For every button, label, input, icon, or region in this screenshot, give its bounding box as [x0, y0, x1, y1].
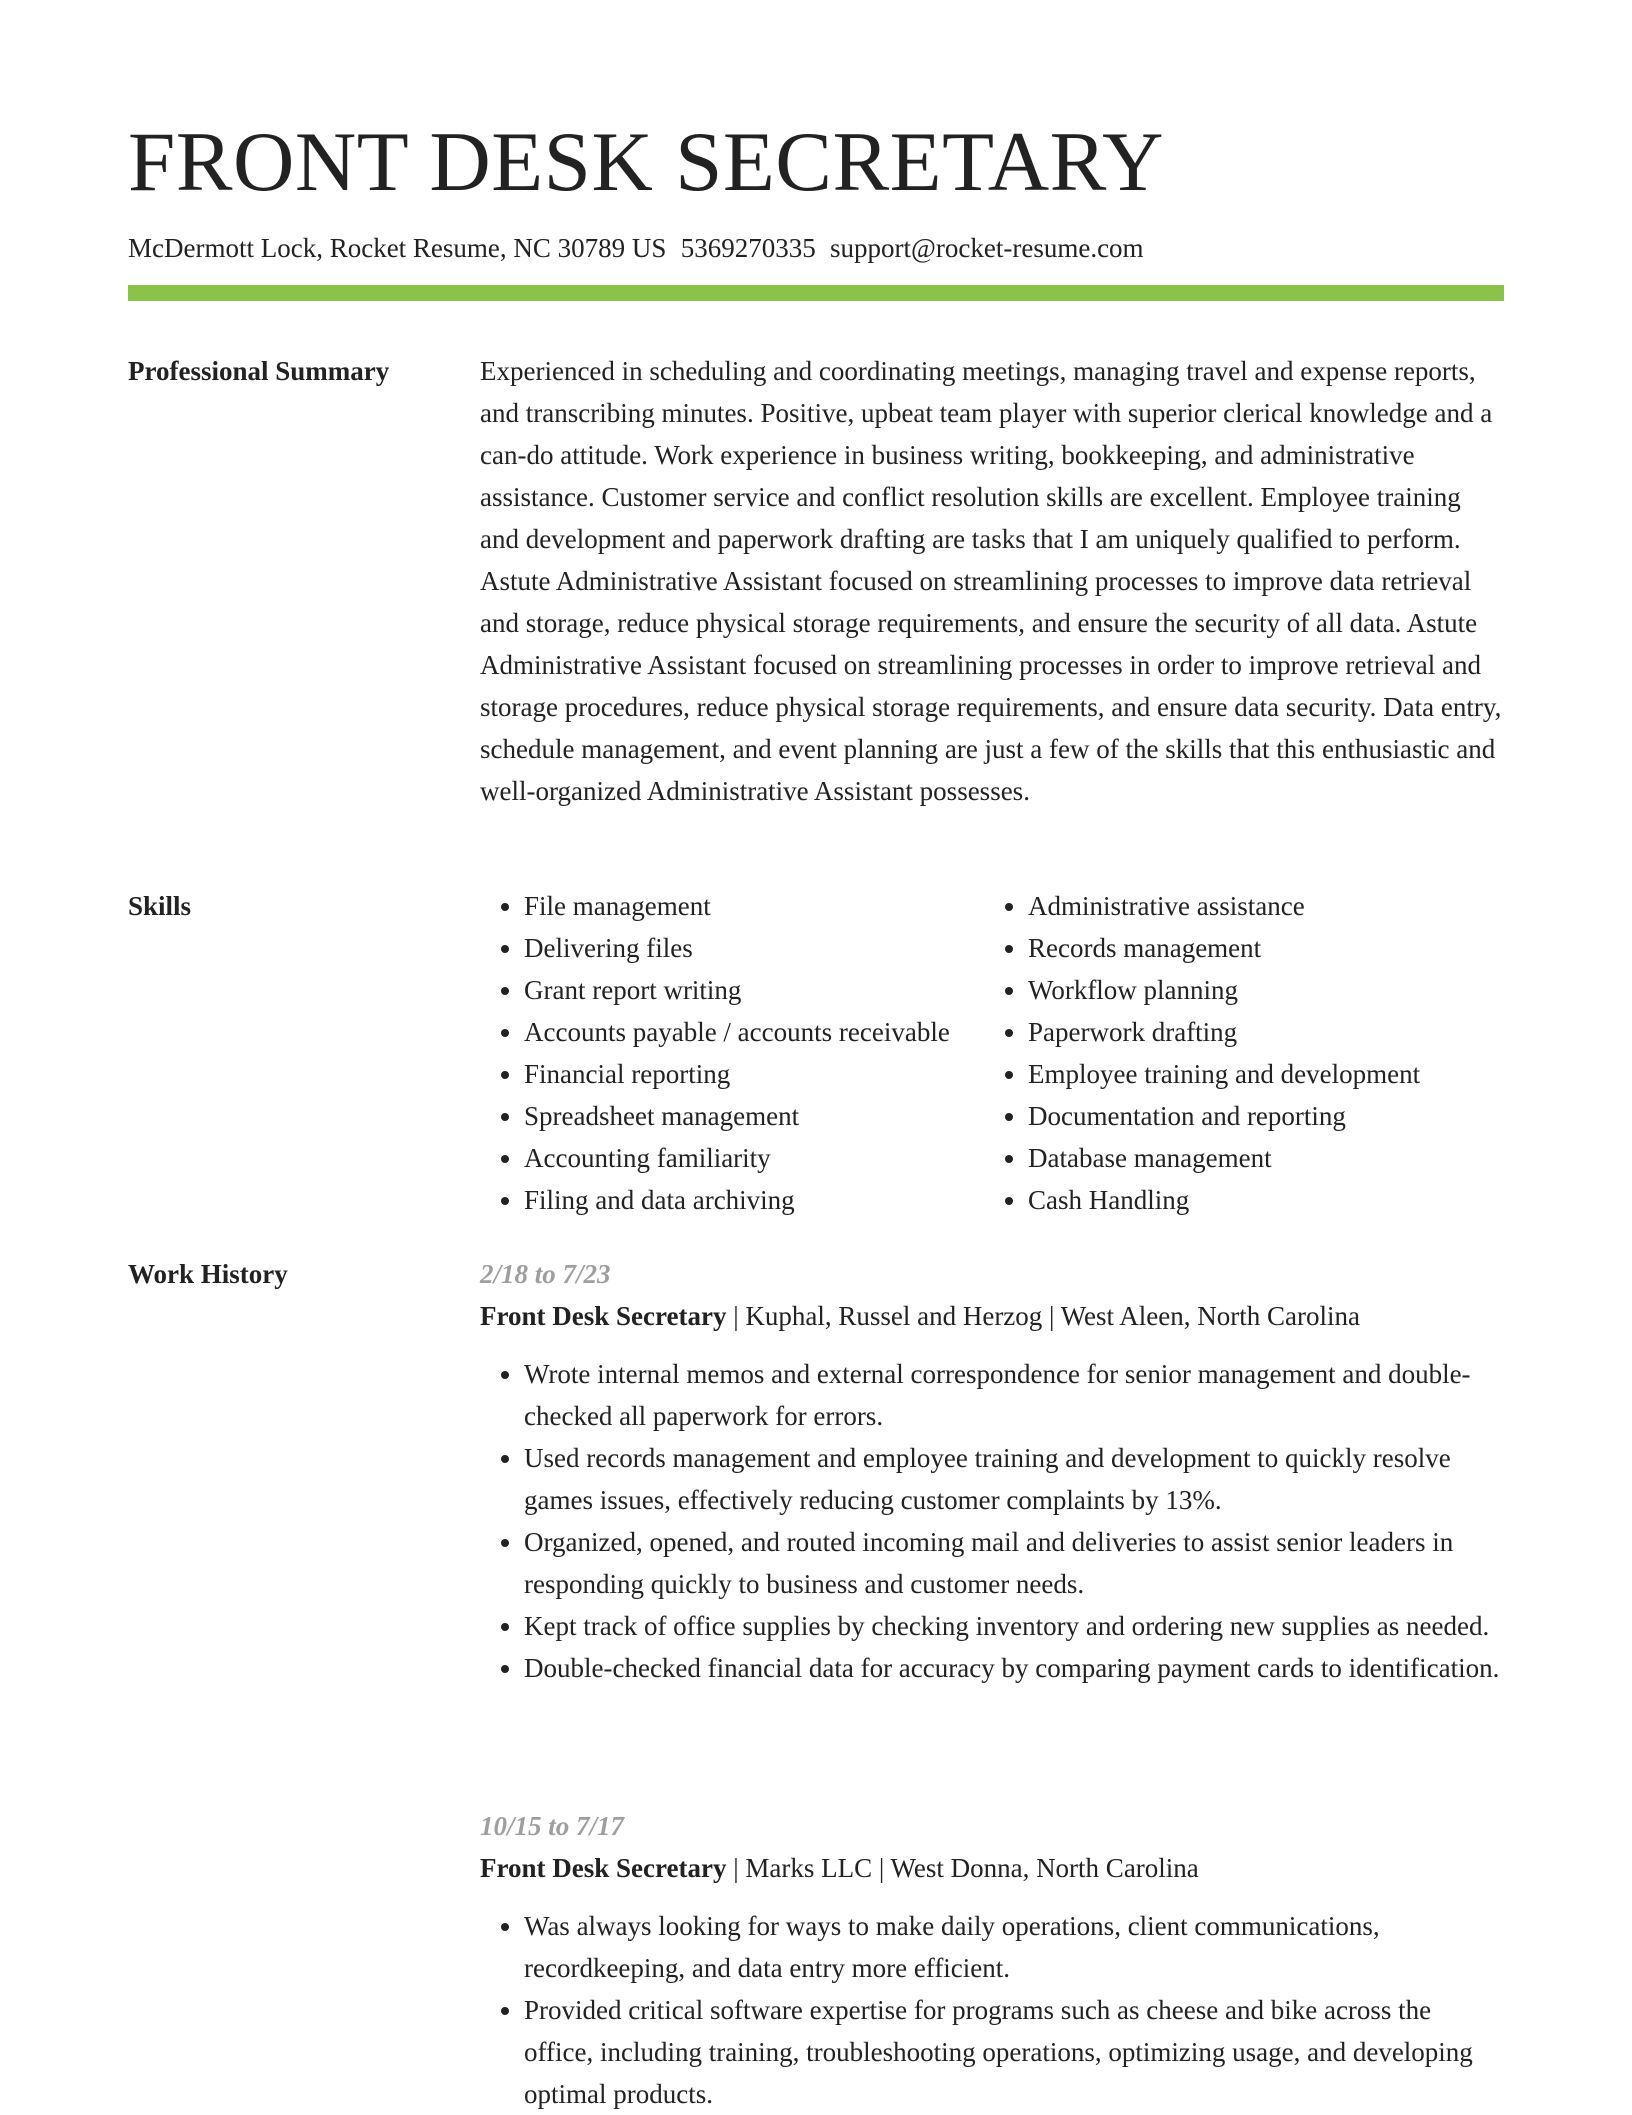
job-company: Kuphal, Russel and Herzog: [745, 1301, 1043, 1331]
skill-item: • Paperwork drafting: [1028, 1011, 1488, 1053]
summary-body: [480, 350, 1504, 812]
summary-label: Professional Summary: [128, 356, 390, 386]
job-entry: [480, 1253, 1504, 1689]
contact-line: [128, 232, 1144, 264]
skill-item: • Accounting familiarity: [524, 1137, 984, 1179]
header-divider: [128, 285, 1504, 301]
job-separator: |: [733, 1853, 746, 1883]
job-title-line: [480, 1295, 1504, 1337]
job-separator: |: [878, 1853, 891, 1883]
job-bullet: • Used records management and employee training and development to quickly resolve games issues, effectively reducing customer complaints by 13%.: [524, 1437, 1504, 1521]
job-bullet: • Organized, opened, and routed incoming mail and deliveries to assist senior leaders in responding quickly to business and customer needs.: [524, 1521, 1504, 1605]
contact-email[interactable]: support@rocket-resume.com: [830, 233, 1144, 263]
skill-item: • Cash Handling: [1028, 1179, 1488, 1221]
skill-item: • Employee training and development: [1028, 1053, 1488, 1095]
work-history-label: Work History: [128, 1259, 288, 1289]
job-separator: |: [1049, 1301, 1061, 1331]
job-bullet: • Kept track of office supplies by checking inventory and ordering new supplies as needed.: [524, 1605, 1504, 1647]
job-location: West Aleen, North Carolina: [1060, 1301, 1360, 1331]
job-location: West Donna, North Carolina: [890, 1853, 1199, 1883]
skills-label: Skills: [128, 891, 192, 921]
contact-phone: 5369270335: [680, 233, 816, 263]
skills-column-2: [984, 885, 1488, 1221]
skill-item: • Database management: [1028, 1137, 1488, 1179]
job-bullet: • Provided critical software expertise for programs such as cheese and bike across the office, including training, troubleshooting operations, optimizing usage, and developing optimal products.: [524, 1989, 1504, 2115]
summary-text: Experienced in scheduling and coordinating meetings, managing travel and expense reports, and transcribing minutes. Positive, upbeat team player with superior clerical knowledge and a can-do attitude. Work experience in business writing, bookkeeping, and administrative assistance. Customer service and conflict resolution skills are excellent. Employee training and development and paperwork drafting are tasks that I am uniquely qualified to perform. Astute Administrative Assistant focused on streamlining processes to improve data retrieval and storage, reduce physical storage requirements, and ensure the security of all data. Astute Administrative Assistant focused on streamlining processes in order to improve retrieval and storage procedures, reduce physical storage requirements, and ensure data security. Data entry, schedule management, and event planning are just a few of the skills that this enthusiastic and well-organized Administrative Assistant possesses.: [480, 356, 1502, 806]
resume-title: FRONT DESK SECRETARY: [128, 115, 1164, 209]
job-company: Marks LLC: [745, 1853, 873, 1883]
skill-item: • Spreadsheet management: [524, 1095, 984, 1137]
job-entry: [480, 1805, 1504, 2115]
skill-item: • Delivering files: [524, 927, 984, 969]
job-title-line: [480, 1847, 1504, 1889]
job-bullet: • Was always looking for ways to make daily operations, client communications, recordkeeping, and data entry more efficient.: [524, 1905, 1504, 1989]
job-title: Front Desk Secretary: [480, 1853, 727, 1883]
skill-item: • File management: [524, 885, 984, 927]
job-bullets: [480, 1905, 1504, 2115]
skill-item: • Financial reporting: [524, 1053, 984, 1095]
skills-list: [480, 885, 1504, 1221]
skill-item: • Filing and data archiving: [524, 1179, 984, 1221]
skill-item: • Administrative assistance: [1028, 885, 1488, 927]
job-separator: |: [733, 1301, 746, 1331]
job-bullets: [480, 1353, 1504, 1689]
skill-item: • Records management: [1028, 927, 1488, 969]
skill-item: • Documentation and reporting: [1028, 1095, 1488, 1137]
skills-column-1: [480, 885, 984, 1221]
work-history-body: [480, 1253, 1504, 2113]
skill-item: • Accounts payable / accounts receivable: [524, 1011, 984, 1053]
skill-item: • Workflow planning: [1028, 969, 1488, 1011]
skill-item: • Grant report writing: [524, 969, 984, 1011]
job-title: Front Desk Secretary: [480, 1301, 727, 1331]
contact-address: McDermott Lock, Rocket Resume, NC 30789 US: [128, 233, 667, 263]
job-bullet: • Double-checked financial data for accuracy by comparing payment cards to identification.: [524, 1647, 1504, 1689]
job-bullet: • Wrote internal memos and external correspondence for senior management and double-checked all paperwork for errors.: [524, 1353, 1504, 1437]
job-dates: 10/15 to 7/17: [480, 1811, 625, 1841]
job-dates: 2/18 to 7/23: [480, 1259, 611, 1289]
